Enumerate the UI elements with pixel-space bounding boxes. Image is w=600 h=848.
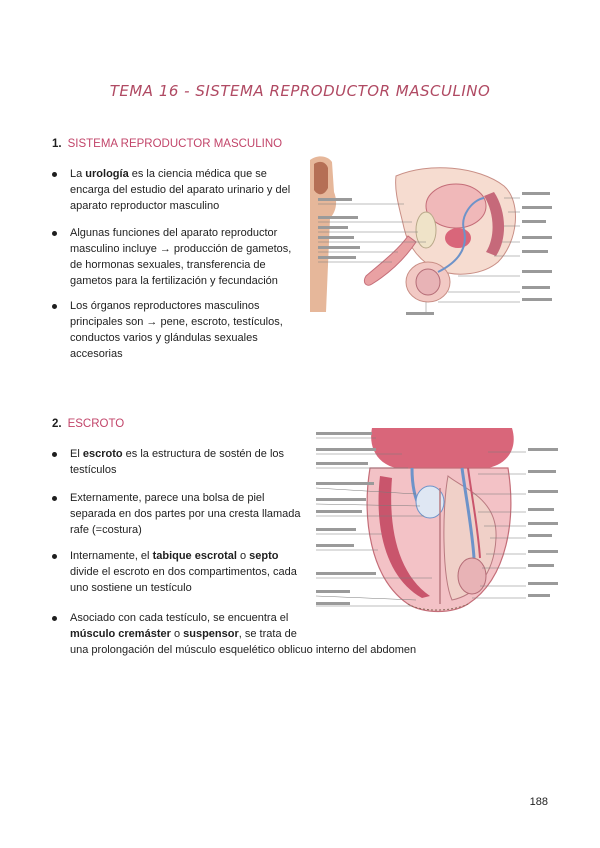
bold-term: urología [85,168,129,180]
text-run: testículos [70,464,117,476]
text-run: rafe (=costura) [70,524,142,536]
bullet-line [70,273,291,289]
text-run: La [70,168,86,180]
text-run: aparato reproductor masculino [70,200,220,212]
bullet-line [70,241,291,257]
bold-term: tabique escrotal [152,550,237,562]
text-run: separada en dos partes por una cresta llamada [70,508,301,520]
section-heading-1 [52,138,282,150]
text-run: de hormonas sexuales, transferencia de [70,259,266,271]
text-run: es la ciencia médica que se [128,168,267,180]
bold-term: suspensor [183,628,239,640]
bullet-dot [52,496,57,501]
bullet-line [70,298,283,314]
text-run: o [236,550,250,562]
bullet-line [70,564,297,580]
bullet-line [70,225,291,241]
bullet-line [70,522,301,538]
text-run: divide el escroto en dos compartimentos, cada [70,566,297,578]
text-run: encarga del estudio del aparato urinario y del [70,184,291,196]
bold-term: músculo cremáster [70,628,171,640]
text-run: Algunas funciones del aparato reproductor [70,227,278,239]
text-run: accesorias [70,348,123,360]
bullet-line [70,330,283,346]
bullet-line [70,257,291,273]
section-number: 1. [52,138,62,150]
bullet-dot [52,452,57,457]
bullet-text [70,490,301,538]
bullet-text [70,548,297,596]
bullet-text [70,166,290,214]
bullet-line [70,462,284,478]
bullet-line [70,580,297,596]
bullet-text [70,610,416,658]
text-run: una prolongación del músculo esquelético oblicuo interno del abdomen [70,644,417,656]
text-run: gametos para la fertilización y fecundación [70,275,278,287]
text-run: uno sostiene un testículo [70,582,192,594]
bullet-dot [52,304,57,309]
bullet-dot [52,554,57,559]
bullet-text [70,446,284,478]
bullet-line [70,166,290,182]
section-title: ESCROTO [67,418,125,430]
anatomy-sagittal-illustration [308,152,554,320]
scrotum-anatomy-figure [312,428,560,614]
bold-term: escroto [82,448,123,460]
bullet-line [70,506,301,522]
page-number: 188 [529,796,548,808]
section-number: 2. [52,418,62,430]
male-reproductive-sagittal-figure [308,152,554,320]
section-heading-2 [52,418,124,430]
section-title: SISTEMA REPRODUCTOR MASCULINO [67,138,283,150]
bullet-dot [52,172,57,177]
bullet-line [70,182,290,198]
text-run: , se trata de [238,628,297,640]
page-title: TEMA 16 - SISTEMA REPRODUCTOR MASCULINO [109,82,491,100]
bullet-dot [52,616,57,621]
bullet-text [70,225,291,289]
bold-term: septo [249,550,279,562]
bullet-line [70,642,416,658]
anatomy-scrotum-illustration [312,428,560,614]
text-run: conductos varios y glándulas sexuales [70,332,258,344]
text-run: o [170,628,184,640]
text-run: es la estructura de sostén de los [122,448,285,460]
text-run: El [70,448,83,460]
bullet-line [70,548,297,564]
bullet-line [70,314,283,330]
bullet-text [70,298,283,362]
bullet-line [70,626,416,642]
text-run: masculino incluye → producción de gametos, [70,243,292,255]
bullet-line [70,490,301,506]
bullet-dot [52,231,57,236]
text-run: Externamente, parece una bolsa de piel [70,492,265,504]
bullet-line [70,198,290,214]
bullet-line [70,346,283,362]
bullet-line [70,446,284,462]
text-run: Los órganos reproductores masculinos [70,300,260,312]
text-run: Asociado con cada testículo, se encuentra el [70,612,289,624]
text-run: principales son → pene, escroto, testículos, [70,316,283,328]
text-run: Internamente, el [70,550,153,562]
